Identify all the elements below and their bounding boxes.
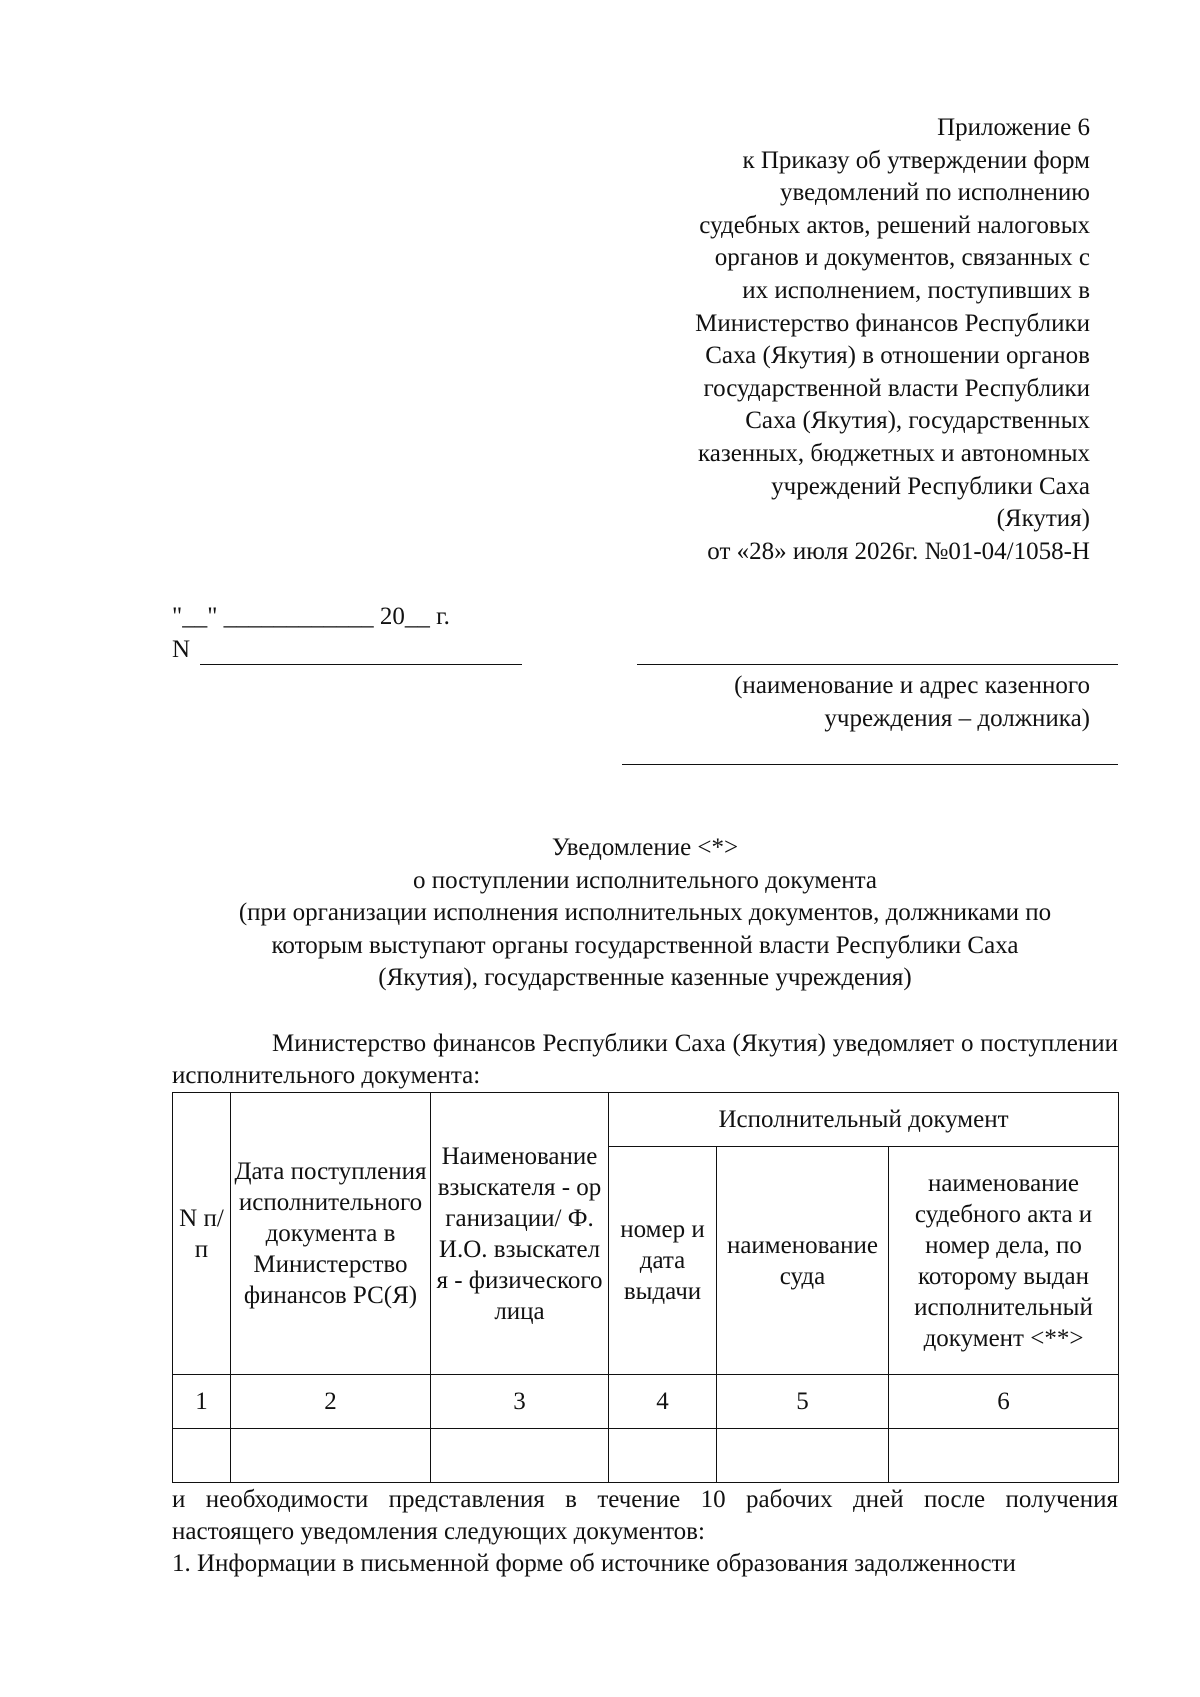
notice-table xyxy=(172,1092,1119,1483)
empty-cell xyxy=(173,1429,231,1483)
appendix-block xyxy=(610,112,1090,568)
appendix-order-reference: от «28» июля 2026г. №01-04/1058-Н xyxy=(707,537,1090,565)
title-line: которым выступают органы государственной власти Республики Саха xyxy=(271,931,1019,959)
column-number: 1 xyxy=(173,1375,231,1429)
appendix-line: учреждений Республики Саха xyxy=(771,472,1090,500)
column-number: 2 xyxy=(231,1375,431,1429)
number-field-underline xyxy=(200,664,522,665)
column-number: 3 xyxy=(431,1375,609,1429)
header-executive-document: Исполнительный документ xyxy=(609,1093,1119,1147)
empty-cell xyxy=(231,1429,431,1483)
appendix-line: судебных актов, решений налоговых xyxy=(699,211,1090,239)
header-claimant: Наименование взыскателя - организации/ Ф.И.О. взыскателя - физического лица xyxy=(431,1093,609,1375)
appendix-line: их исполнением, поступивших в xyxy=(742,276,1090,304)
column-number: 6 xyxy=(889,1375,1119,1429)
empty-cell xyxy=(431,1429,609,1483)
title-line: о поступлении исполнительного документа xyxy=(412,866,877,894)
appendix-line: казенных, бюджетных и автономных xyxy=(697,439,1090,467)
table-row xyxy=(173,1429,1119,1483)
appendix-line: органов и документов, связанных с xyxy=(714,244,1090,272)
empty-cell xyxy=(609,1429,717,1483)
header-court-name: наименование суда xyxy=(717,1147,889,1375)
appendix-line: Министерство финансов Республики xyxy=(695,309,1090,337)
appendix-line: Приложение 6 xyxy=(937,114,1090,141)
column-number: 5 xyxy=(717,1375,889,1429)
appendix-line: (Якутия) xyxy=(996,505,1090,533)
empty-cell xyxy=(889,1429,1119,1483)
notice-title xyxy=(172,832,1118,995)
date-field: "__" ____________ 20__ г. xyxy=(172,603,450,630)
header-doc-number-date: номер и дата выдачи xyxy=(609,1147,717,1375)
number-label: N xyxy=(172,636,191,663)
after-table-text xyxy=(172,1484,1118,1580)
appendix-line: Саха (Якутия) в отношении органов xyxy=(705,342,1090,370)
header-number: N п/п xyxy=(173,1093,231,1375)
intro-paragraph: Министерство финансов Республики Саха (Якутия) уведомляет о поступлении исполнительного документа: xyxy=(172,1030,1118,1089)
title-line: Уведомление <*> xyxy=(551,834,739,861)
title-line: (Якутия), государственные казенные учреждения) xyxy=(378,964,912,992)
header-receipt-date: Дата поступления исполнительного документа в Министерство финансов РС(Я) xyxy=(231,1093,431,1375)
addressee-address-underline xyxy=(622,764,1118,765)
addressee-caption xyxy=(570,670,1090,735)
header-court-act: наименование судебного акта и номер дела, по которому выдан исполнительный документ <**> xyxy=(889,1147,1119,1375)
addressee-name-underline xyxy=(637,664,1118,665)
column-number: 4 xyxy=(609,1375,717,1429)
requirements-paragraph: и необходимости представления в течение 10 рабочих дней после получения настоящего уведомления следующих документов: xyxy=(172,1486,1118,1545)
appendix-line: Саха (Якутия), государственных xyxy=(745,407,1090,435)
addressee-caption-line: (наименование и адрес казенного xyxy=(734,672,1090,699)
appendix-line: государственной власти Республики xyxy=(703,374,1090,402)
requirements-item-1: 1. Информации в письменной форме об источнике образования задолженности xyxy=(172,1550,1016,1577)
appendix-line: к Приказу об утверждении форм xyxy=(742,146,1090,174)
addressee-caption-line: учреждения – должника) xyxy=(824,704,1090,732)
title-line: (при организации исполнения исполнительных документов, должниками по xyxy=(238,899,1052,927)
empty-cell xyxy=(717,1429,889,1483)
appendix-line: уведомлений по исполнению xyxy=(780,179,1090,207)
